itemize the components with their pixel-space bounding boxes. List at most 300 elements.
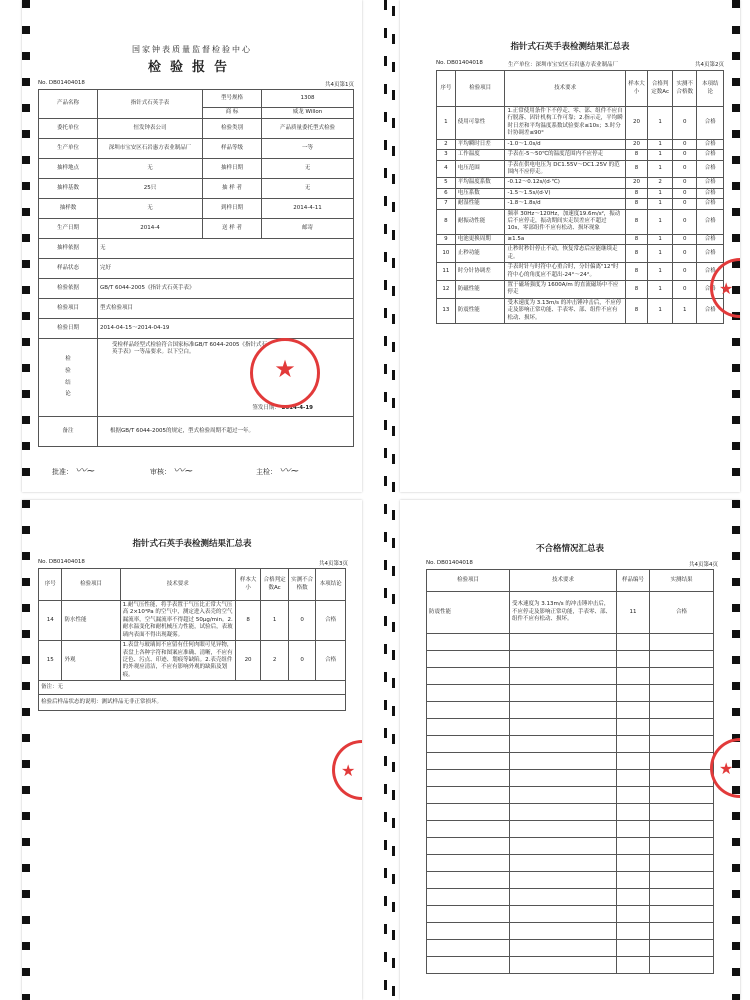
table-row (39, 601, 346, 641)
table-cell-n: 8 (625, 245, 648, 263)
value-cell: 无 (98, 239, 354, 259)
value-cell: 2014-04-15～2014-04-19 (98, 319, 354, 339)
col-header: 样本大小 (235, 569, 260, 601)
blank-cell (510, 889, 617, 906)
table-cell-fail: 0 (672, 199, 697, 209)
table-cell-n: 8 (625, 160, 648, 178)
blank-row (427, 906, 714, 923)
table-cell-req: 受木速度为 3.13m/s 的冲击锤冲击后，不应停走及影响正常功能、手表零、部、组件不应有松动、损坏。 (505, 298, 625, 323)
blank-cell (617, 770, 650, 787)
table-cell-res: 合格 (697, 281, 724, 299)
table-cell-fail: 0 (672, 245, 697, 263)
table-row (437, 245, 724, 263)
table-cell-ac: 1 (648, 160, 673, 178)
blank-row (427, 838, 714, 855)
blank-row (427, 821, 714, 838)
blank-row (427, 736, 714, 753)
col-header: 序号 (39, 569, 62, 601)
label-cell (39, 339, 98, 417)
blank-cell (427, 685, 510, 702)
table-cell-n: 8 (235, 601, 260, 641)
issue-date-label: 签发日期： (252, 404, 280, 411)
table-cell-req: 手表在-5～50℃的温度范围内不应停走 (505, 150, 625, 160)
star-icon: ★ (719, 759, 734, 778)
blank-cell (650, 634, 714, 651)
blank-cell (427, 804, 510, 821)
label-cell: 样品等级 (203, 139, 262, 159)
blank-cell (427, 719, 510, 736)
table-cell-req: 1.表盘与玻璃间不应留有任何肉眼可见异物，表盘上各种字符和图案应准确、清晰，不应有泛色、污点、印迹、划痕等缺陷。2.表壳组件的外观应清洁，不应有影响外观的缺陷及划痕。 (120, 641, 235, 681)
value-cell: 无 (262, 179, 354, 199)
table-cell-no: 4 (437, 160, 456, 178)
col-header: 序号 (437, 71, 456, 107)
blank-cell (617, 804, 650, 821)
col-header: 本项结论 (316, 569, 346, 601)
blank-row (427, 719, 714, 736)
table-cell-item: 止秒功能 (455, 245, 505, 263)
table-row (437, 160, 724, 178)
blank-cell (650, 906, 714, 923)
table-cell-fail: 0 (672, 160, 697, 178)
table-cell-res: 合格 (316, 601, 346, 641)
signature-scribble-icon: 〰~ (75, 464, 96, 477)
blank-cell (427, 736, 510, 753)
blank-cell (427, 923, 510, 940)
doc-number: No. DB01404018 (426, 560, 473, 566)
col-header: 样本大小 (625, 71, 648, 107)
table-cell-res: 合格 (697, 263, 724, 281)
issue-date: 2014-4-19 (281, 404, 313, 411)
table-cell-ac: 1 (648, 298, 673, 323)
table-cell-n: 8 (625, 298, 648, 323)
table-cell-fail: 0 (672, 139, 697, 149)
table-cell-no: 14 (39, 601, 62, 641)
conclusion-label: 检验结论 (65, 356, 71, 398)
blank-cell (617, 753, 650, 770)
blank-cell (427, 821, 510, 838)
table-cell-item: 耐振动性能 (455, 209, 505, 234)
table-cell-fail: 0 (288, 641, 316, 681)
blank-cell (617, 719, 650, 736)
cross-page-seal (710, 738, 740, 798)
blank-row (427, 940, 714, 957)
value-cell: 2014-4-11 (262, 199, 354, 219)
binding-holes (732, 0, 740, 492)
blank-cell (510, 634, 617, 651)
table-cell-res: 合格 (697, 245, 724, 263)
table-cell-req: -1.8～1.8s/d (505, 199, 625, 209)
table-cell-req: 止秒时秒针停止不动，恢复常态后应能继续走走。 (505, 245, 625, 263)
table-cell-n: 8 (625, 281, 648, 299)
spine-binding (384, 0, 387, 1000)
blank-cell (617, 940, 650, 957)
report-page-4 (400, 500, 740, 1000)
table-cell-req: 1.正常使用条件下不停走、零、部、组件不应自行脱落、因针机构工作可靠；2.指示走，平均瞬时日差和平均温度系数试验要求≤10s；3.时分针协调差≤90° (505, 107, 625, 140)
table-cell-fail: 0 (672, 209, 697, 234)
value-cell: 指针式石英手表 (98, 90, 203, 119)
label-cell: 抽样地点 (39, 159, 98, 179)
table-cell-ac: 1 (648, 107, 673, 140)
blank-cell (510, 804, 617, 821)
table-cell-req: 手表时针与时符中心重合时，分针偏离"12"时符中心的角度应不超出-24°～24°。 (505, 263, 625, 281)
table-cell-res: 合格 (697, 188, 724, 198)
table-cell-n: 8 (625, 150, 648, 160)
value-cell: 一等 (262, 139, 354, 159)
value-cell: 邮寄 (262, 219, 354, 239)
blank-cell (617, 668, 650, 685)
results-table (38, 568, 346, 711)
col-header: 检验项目 (427, 570, 510, 592)
table-cell-n: 8 (625, 188, 648, 198)
blank-cell (617, 889, 650, 906)
blank-cell (617, 651, 650, 668)
table-cell-no: 12 (437, 281, 456, 299)
table-row (437, 209, 724, 234)
label-cell: 检验依据 (39, 279, 98, 299)
table-cell: 防震性能 (427, 592, 510, 634)
cross-page-seal (332, 740, 362, 800)
table-cell-item: 外观 (62, 641, 120, 681)
blank-cell (650, 702, 714, 719)
table-cell-ac: 1 (261, 601, 289, 641)
table-cell-ac: 1 (648, 150, 673, 160)
results-body (437, 107, 724, 324)
table-cell-fail: 1 (672, 298, 697, 323)
table-cell-res: 合格 (697, 150, 724, 160)
table-cell-ac: 1 (648, 209, 673, 234)
blank-cell (510, 957, 617, 974)
value-cell: 型式检验项目 (98, 299, 354, 319)
label-cell: 到样日期 (203, 199, 262, 219)
blank-cell (650, 685, 714, 702)
blank-cell (510, 821, 617, 838)
table-cell-no: 11 (437, 263, 456, 281)
blank-cell (427, 634, 510, 651)
review-label: 审核： (150, 468, 171, 476)
table-cell-no: 2 (437, 139, 456, 149)
blank-cell (650, 787, 714, 804)
value-cell: 威龙 Willon (262, 108, 354, 119)
blank-cell (617, 685, 650, 702)
label-cell: 抽样依据 (39, 239, 98, 259)
table-cell-fail: 0 (672, 107, 697, 140)
blank-row (427, 770, 714, 787)
results-table (436, 70, 724, 324)
table-cell-item: 电压系数 (455, 188, 505, 198)
blank-rows (427, 634, 714, 974)
table-row (437, 139, 724, 149)
blank-row (427, 753, 714, 770)
blank-cell (510, 940, 617, 957)
blank-cell (510, 923, 617, 940)
table-cell-fail: 0 (672, 281, 697, 299)
blank-cell (427, 855, 510, 872)
table-cell-n: 8 (625, 263, 648, 281)
table-cell-res: 合格 (697, 139, 724, 149)
table-cell-item: 防水性能 (62, 601, 120, 641)
table-cell-item: 防震性能 (455, 298, 505, 323)
org-title: 国家钟表质量监督检验中心 (132, 45, 252, 54)
blank-cell (650, 838, 714, 855)
blank-cell (510, 906, 617, 923)
table-cell-n: 8 (625, 199, 648, 209)
table-cell-no: 13 (437, 298, 456, 323)
report-title: 检验报告 (147, 60, 236, 75)
blank-cell (650, 940, 714, 957)
table-cell: 11 (617, 592, 650, 634)
table-cell-res: 合格 (316, 641, 346, 681)
table-cell-fail: 0 (672, 234, 697, 244)
table-cell-n: 20 (235, 641, 260, 681)
value-cell: 无 (98, 159, 203, 179)
doc-number: No. DB01404018 (436, 60, 483, 66)
blank-row (427, 685, 714, 702)
blank-cell (427, 753, 510, 770)
table-cell-res: 合格 (697, 298, 724, 323)
blank-cell (427, 872, 510, 889)
table-cell-item: 工作温度 (455, 150, 505, 160)
label-cell: 备注 (39, 417, 98, 447)
blank-cell (617, 634, 650, 651)
blank-cell (617, 872, 650, 889)
table-cell-no: 9 (437, 234, 456, 244)
blank-cell (510, 787, 617, 804)
table-cell: 受木速度为 3.13m/s 的冲击锤冲击后，不应停走及影响正常功能，手表零、部、组件不应有松动、损坏。 (510, 592, 617, 634)
table-cell-item: 耐湿性能 (455, 199, 505, 209)
star-icon: ★ (274, 355, 296, 383)
table-cell-item: 电池更换周期 (455, 234, 505, 244)
table-cell-ac: 2 (648, 178, 673, 188)
blank-cell (510, 651, 617, 668)
value-cell: 恒发钟表公司 (98, 119, 203, 139)
blank-cell (617, 736, 650, 753)
label-cell: 商 标 (203, 108, 262, 119)
inspector-label: 主检： (256, 468, 277, 476)
doc-number: No. DB01404018 (38, 80, 85, 86)
blank-cell (650, 855, 714, 872)
table-cell-ac: 1 (648, 281, 673, 299)
blank-cell (510, 872, 617, 889)
blank-cell (650, 957, 714, 974)
table-cell-ac: 1 (648, 234, 673, 244)
blank-cell (510, 770, 617, 787)
label-cell: 抽 样 者 (203, 179, 262, 199)
table-cell-fail: 0 (672, 188, 697, 198)
spine-binding-inner (392, 0, 395, 1000)
table-row (437, 150, 724, 160)
label-cell: 抽样日期 (203, 159, 262, 179)
blank-cell (650, 651, 714, 668)
label-cell: 产品名称 (39, 90, 98, 119)
blank-cell (650, 872, 714, 889)
table-row (437, 199, 724, 209)
table-row (437, 281, 724, 299)
page-indicator: 共4页第4页 (689, 562, 718, 568)
table-cell-req: ≥1.5a (505, 234, 625, 244)
producer-line: 生产单位：深圳市宝安区石岩惠方表业制品厂 (508, 62, 619, 68)
label-cell: 检验日期 (39, 319, 98, 339)
table-row (437, 298, 724, 323)
table-cell-res: 合格 (697, 178, 724, 188)
value-cell: 无 (262, 159, 354, 179)
blank-row (427, 634, 714, 651)
col-header: 合格判定数Ac (648, 71, 673, 107)
blank-cell (427, 702, 510, 719)
blank-cell (650, 736, 714, 753)
table-cell-req: -1.5～1.5s/(d·V) (505, 188, 625, 198)
table-row (437, 178, 724, 188)
table-cell-req: -1.0～1.0s/d (505, 139, 625, 149)
table-row (437, 263, 724, 281)
blank-cell (510, 736, 617, 753)
label-cell: 委托单位 (39, 119, 98, 139)
blank-cell (617, 702, 650, 719)
blank-cell (617, 855, 650, 872)
page-indicator: 共4页第1页 (325, 82, 354, 88)
table-cell-n: 8 (625, 209, 648, 234)
binding-holes (22, 500, 30, 1000)
table-row (39, 641, 346, 681)
conclusion-text: 受检样品经型式检验符合国家标准GB/T 6044-2005《指针式石英手表》一等品要求。以下空白。 (112, 342, 267, 356)
blank-cell (650, 770, 714, 787)
label-cell: 检验项目 (39, 299, 98, 319)
blank-cell (617, 957, 650, 974)
table-cell-no: 10 (437, 245, 456, 263)
table-cell-item: 使用可靠性 (455, 107, 505, 140)
label-cell: 型号规格 (203, 90, 262, 108)
blank-cell (510, 838, 617, 855)
blank-cell (427, 940, 510, 957)
blank-row (427, 702, 714, 719)
official-seal-stamp (250, 338, 320, 408)
col-header: 检验项目 (455, 71, 505, 107)
table-cell-res: 合格 (697, 160, 724, 178)
page-indicator: 共4页第3页 (319, 561, 348, 567)
doc-number: No. DB01404018 (38, 559, 85, 565)
blank-cell (427, 651, 510, 668)
blank-cell (510, 719, 617, 736)
blank-cell (650, 889, 714, 906)
col-header: 技术要求 (510, 570, 617, 592)
value-cell: 25只 (98, 179, 203, 199)
col-header: 检验项目 (62, 569, 120, 601)
star-icon: ★ (341, 761, 356, 780)
nonconformity-table (426, 569, 714, 974)
value-cell: 完好 (98, 259, 354, 279)
page-indicator: 共4页第2页 (695, 62, 724, 68)
review-signature (150, 462, 193, 478)
table-cell-no: 15 (39, 641, 62, 681)
table-cell-ac: 1 (648, 199, 673, 209)
value-cell: 2014-4 (98, 219, 203, 239)
blank-cell (510, 753, 617, 770)
table-cell-fail: 0 (672, 150, 697, 160)
table-cell-ac: 1 (648, 139, 673, 149)
table-cell-n: 8 (625, 234, 648, 244)
blank-cell (617, 821, 650, 838)
blank-cell (650, 753, 714, 770)
col-header: 本项结论 (697, 71, 724, 107)
report-page-2 (400, 0, 740, 492)
summary-title: 不合格情况汇总表 (535, 544, 604, 554)
table-cell-n: 20 (625, 139, 648, 149)
blank-cell (510, 855, 617, 872)
inspector-signature (256, 462, 299, 478)
report-page-3 (22, 500, 362, 1000)
blank-cell (510, 702, 617, 719)
blank-cell (650, 821, 714, 838)
table-cell-n: 20 (625, 178, 648, 188)
signature-scribble-icon: 〰~ (173, 464, 194, 477)
blank-row (427, 651, 714, 668)
table-cell-res: 合格 (697, 199, 724, 209)
approve-signature (52, 462, 95, 478)
footer-cell: 检验后样品状态的说明：测试样品无非正常损坏。 (39, 695, 346, 711)
blank-cell (427, 770, 510, 787)
col-header: 技术要求 (505, 71, 625, 107)
table-cell-item: 时分针协调差 (455, 263, 505, 281)
blank-row (427, 804, 714, 821)
label-cell: 抽样基数 (39, 179, 98, 199)
value-cell: 无 (98, 199, 203, 219)
star-icon: ★ (719, 279, 734, 298)
table-cell-item: 防磁性能 (455, 281, 505, 299)
table-cell-item: 平均瞬时日差 (455, 139, 505, 149)
blank-cell (427, 957, 510, 974)
summary-title: 指针式石英手表检测结果汇总表 (132, 539, 252, 549)
blank-cell (650, 719, 714, 736)
value-cell: GB/T 6044-2005《指针式石英手表》 (98, 279, 354, 299)
blank-cell (650, 923, 714, 940)
blank-row (427, 855, 714, 872)
remark-cell: 根据GB/T 6044-2005的规定，型式检验周期不超过一年。 (98, 417, 354, 447)
blank-cell (617, 838, 650, 855)
table-cell: 合格 (650, 592, 714, 634)
blank-cell (617, 923, 650, 940)
table-cell-fail: 0 (672, 178, 697, 188)
blank-cell (427, 668, 510, 685)
table-cell-fail: 0 (288, 601, 316, 641)
table-cell-ac: 1 (648, 263, 673, 281)
table-cell-no: 8 (437, 209, 456, 234)
label-cell: 样品状态 (39, 259, 98, 279)
col-header: 合格判定数Ac (261, 569, 289, 601)
table-cell-n: 20 (625, 107, 648, 140)
col-header: 技术要求 (120, 569, 235, 601)
table-cell-res: 合格 (697, 209, 724, 234)
table-cell-req: 置于磁场强度为 1600A/m 的直流磁场中不应停走 (505, 281, 625, 299)
table-cell-no: 1 (437, 107, 456, 140)
results-body (39, 601, 346, 681)
blank-row (427, 957, 714, 974)
blank-cell (650, 668, 714, 685)
value-cell: 1308 (262, 90, 354, 108)
label-cell: 抽样数 (39, 199, 98, 219)
table-cell-fail: 0 (672, 263, 697, 281)
col-header: 实测不合格数 (288, 569, 316, 601)
table-cell-req: 1.耐气压性能，将手表置于气压比正常大气压高 2×10⁴Pa 的空气中，测定进入表壳的空气漏流率，空气漏流率不得超过 50μg/min。2.耐水温变化和耐机械压力性能，试验后，表玻璃内表面不得出现凝雾。 (120, 601, 235, 641)
table-cell-no: 6 (437, 188, 456, 198)
label-cell: 生产日期 (39, 219, 98, 239)
blank-row (427, 923, 714, 940)
blank-row (427, 787, 714, 804)
signature-scribble-icon: 〰~ (279, 464, 300, 477)
table-row (437, 188, 724, 198)
blank-row (427, 889, 714, 906)
blank-cell (427, 906, 510, 923)
blank-cell (617, 787, 650, 804)
value-cell: 产品质量委托型式检验 (262, 119, 354, 139)
